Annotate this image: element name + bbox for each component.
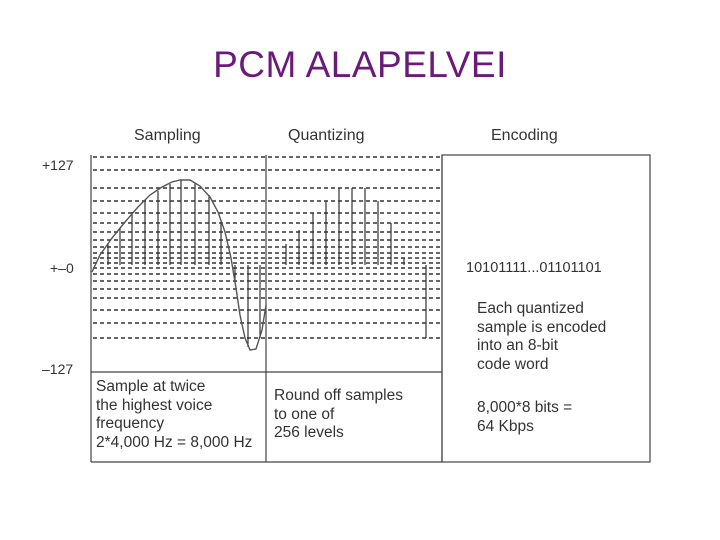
sampling-note-line: Sample at twice <box>96 378 206 395</box>
quantizing-note <box>274 387 403 443</box>
sampling-note-line: 2*4,000 Hz = 8,000 Hz <box>96 433 253 451</box>
analog-waveform <box>92 180 266 350</box>
sampling-note-line: frequency <box>96 415 165 432</box>
encoding-note-line: code word <box>477 355 549 373</box>
bitrate-note <box>477 399 572 436</box>
encoding-note-line: sample is encoded <box>477 318 607 336</box>
sampling-note <box>96 378 252 452</box>
axis-label-top: +127 <box>42 157 74 173</box>
quantizing-note-line: to one of <box>274 405 335 423</box>
sampling-header: Sampling <box>134 127 201 144</box>
slide-title: PCM ALAPELVEI <box>213 44 507 85</box>
code-sample: 10101111...01101101 <box>466 260 602 276</box>
sampling-note-line: the highest voice <box>96 396 213 414</box>
axis-label-zero: +–0 <box>50 260 74 276</box>
bitrate-note-line: 8,000*8 bits = <box>477 399 573 416</box>
encoding-note <box>477 300 606 374</box>
bitrate-note-line: 64 Kbps <box>477 417 534 435</box>
encoding-note-line: Each quantized <box>477 300 584 317</box>
quantizing-header: Quantizing <box>288 127 365 144</box>
encoding-note-line: into an 8-bit <box>477 337 558 354</box>
quantizing-note-line: 256 levels <box>274 424 344 441</box>
quantizing-note-line: Round off samples <box>274 387 403 404</box>
axis-label-bottom: –127 <box>42 361 74 377</box>
encoding-header: Encoding <box>491 127 558 144</box>
